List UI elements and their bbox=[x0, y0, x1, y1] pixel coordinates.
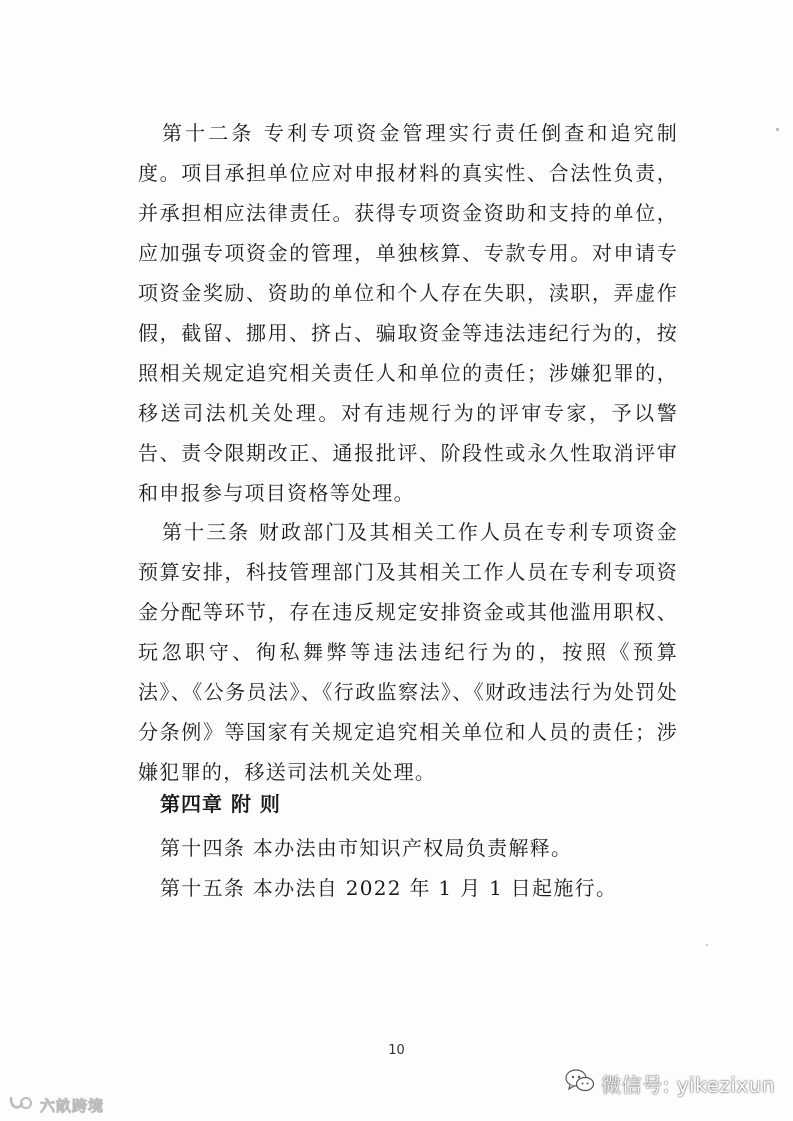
chapter-heading: 第四章 附 则 bbox=[160, 792, 281, 816]
scan-speck bbox=[776, 128, 779, 131]
left-watermark-text: 六畝跨境 bbox=[40, 1096, 105, 1115]
article-12-paragraph: 第十二条 专利专项资金管理实行责任倒查和追究制度。项目承担单位应对申报材料的真实性、合法性负责，并承担相应法律责任。获得专项资金资助和支持的单位，应加强专项资金的管理，单独核算、专款专用。对申请专项资金奖励、资助的单位和个人存在失职，渎职，弄虚作假，截留、挪用、挤占、骗取资金等违法违纪行为的，按照相关规定追究相关责任人和单位的责任；涉嫌犯罪的，移送司法机关处理。对有违规行为的评审专家，予以警告、责令限期改正、通报批评、阶段性或永久性取消评审和申报参与项目资格等处理。 bbox=[138, 121, 678, 505]
article-13-paragraph: 第十三条 财政部门及其相关工作人员在专利专项资金预算安排，科技管理部门及其相关工作人员在专利专项资金分配等环节，存在违反规定安排资金或其他滥用职权、玩忽职守、徇私舞弊等违法违纪行为的，按照《预算法》、《公务员法》、《行政监察法》、《财政违法行为处罚处分条例》等国家有关规定追究相关单位和人员的责任；涉嫌犯罪的，移送司法机关处理。 bbox=[138, 520, 678, 784]
right-watermark-text: 微信号: yikezixun bbox=[601, 1072, 775, 1097]
wechat-icon bbox=[565, 1068, 595, 1098]
page-number: 10 bbox=[388, 1043, 405, 1058]
right-watermark bbox=[565, 1068, 775, 1098]
article-15-paragraph: 第十五条 本办法自 2022 年 1 月 1 日起施行。 bbox=[160, 876, 618, 900]
left-watermark bbox=[8, 1094, 104, 1116]
article-14-paragraph: 第十四条 本办法由市知识产权局负责解释。 bbox=[160, 836, 573, 860]
hook-logo-icon bbox=[8, 1094, 36, 1116]
scan-speck bbox=[706, 944, 708, 946]
